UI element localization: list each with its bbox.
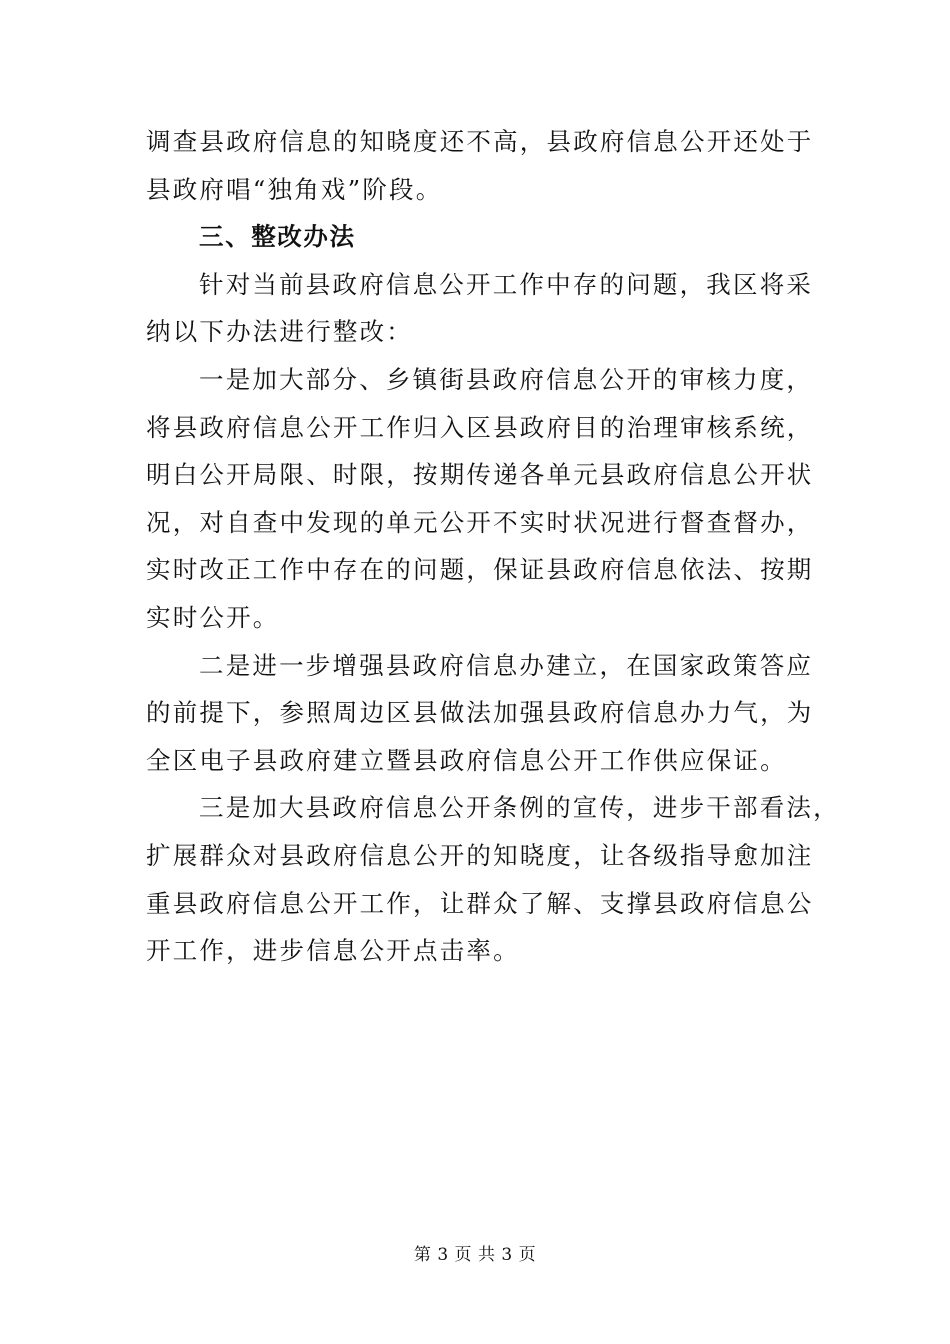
text-line: 二是进一步增强县政府信息办建立，在国家政策答应: [199, 650, 814, 680]
text-line: 开工作，进步信息公开点击率。: [146, 936, 520, 966]
text-line: 扩展群众对县政府信息公开的知晓度，让各级指导愈加注: [146, 840, 814, 870]
text-line: 实时改正工作中存在的问题，保证县政府信息依法、按期: [146, 555, 814, 585]
section-heading: 三、整改办法: [199, 222, 356, 252]
text-line: 纳以下办法进行整改：: [146, 317, 413, 347]
text-line: 重县政府信息公开工作，让群众了解、支撑县政府信息公: [146, 888, 814, 918]
text-line: 针对当前县政府信息公开工作中存的问题，我区将采: [199, 269, 814, 299]
text-line: 调查县政府信息的知晓度还不高，县政府信息公开还处于: [146, 127, 814, 156]
text-line: 全区电子县政府建立暨县政府信息公开工作供应保证。: [146, 745, 787, 775]
document-body: [146, 118, 840, 975]
text-line: 的前提下，参照周边区县做法加强县政府信息办力气，为: [146, 698, 814, 728]
page-footer: 第 3 页 共 3 页: [413, 1245, 537, 1265]
text-line: 实时公开。: [146, 602, 280, 632]
text-line: 况，对自查中发现的单元公开不实时状况进行督查督办，: [146, 507, 814, 537]
text-line: 一是加大部分、乡镇街县政府信息公开的审核力度，: [199, 364, 814, 394]
text-line: 将县政府信息公开工作归入区县政府目的治理审核系统，: [146, 412, 814, 442]
text-line: 三是加大县政府信息公开条例的宣传，进步干部看法，: [199, 793, 840, 823]
text-line: 县政府唱“独角戏”阶段。: [146, 174, 443, 204]
text-line: 明白公开局限、时限，按期传递各单元县政府信息公开状: [146, 460, 814, 490]
